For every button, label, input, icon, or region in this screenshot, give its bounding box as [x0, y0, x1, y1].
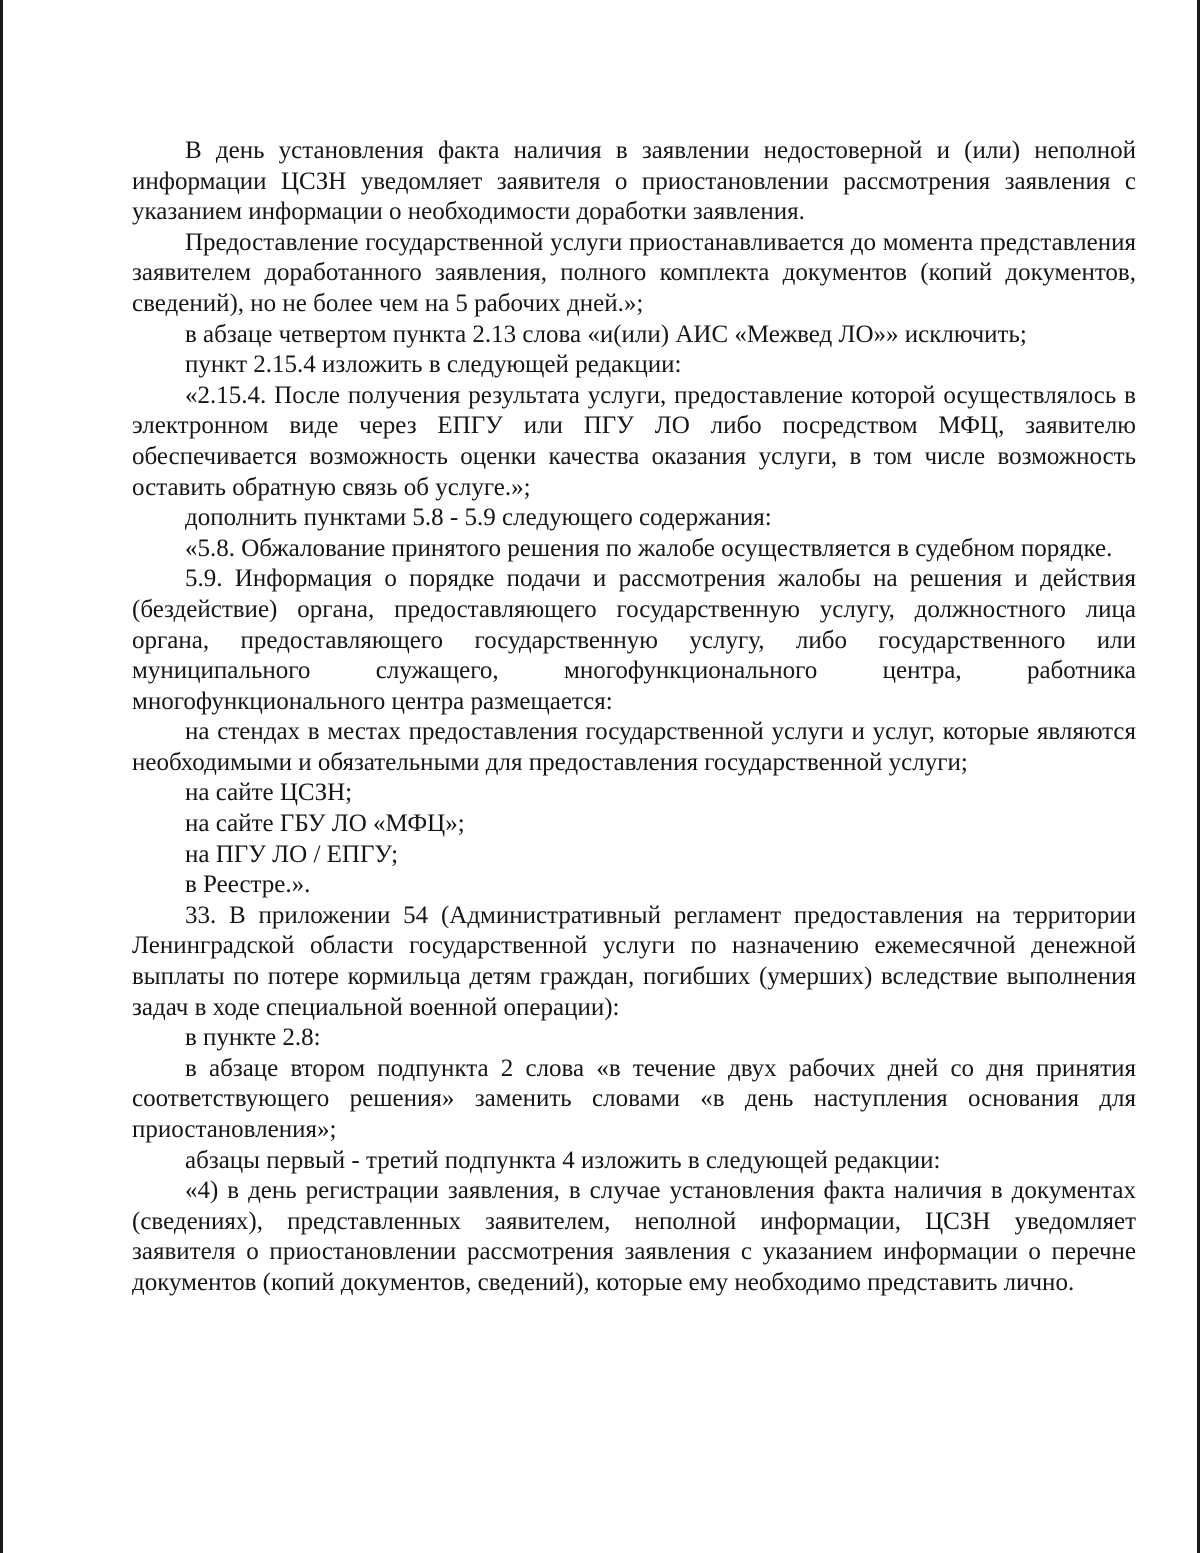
paragraph-item-5-9: 5.9. Информация о порядке подачи и рассмотрения жалобы на решения и действия (бездействие) органа, предоставляющего государственную услугу, должностного лица органа, предоставляющего государственную услугу, либо государственного или муниципального служащего, многофункционального центра, работника многофункционального центра размещается:	[132, 565, 1136, 715]
paragraph-subitem-4-intro: абзацы первый - третий подпункта 4 изложить в следующей редакции:	[185, 1146, 941, 1174]
paragraph-registry: в Реестре.».	[185, 871, 311, 899]
paragraph-item-2-15-4: «2.15.4. После получения результата услуги, предоставление которой осуществлялось в электронном виде через ЕПГУ или ПГУ ЛО либо посредством МФЦ, заявителю обеспечивается возможность оценки качества оказания услуги, в том числе возможность оставить обратную связь об услуге.»;	[132, 381, 1136, 501]
paragraph-item-2-8: в пункте 2.8:	[185, 1024, 321, 1052]
paragraph-subitem-4: «4) в день регистрации заявления, в случае установления факта наличия в документах (сведениях), представленных заявителем, неполной информации, ЦСЗН уведомляет заявителя о приостановлении рассмотрения заявления с указанием информации о перечне документов (копий документов, сведений), которые ему необходимо представить лично.	[132, 1177, 1136, 1296]
paragraph-suspension-period: Предоставление государственной услуги приостанавливается до момента представления заявителем доработанного заявления, полного комплекта документов (копий документов, сведений), но не более чем на 5 рабочих дней.»;	[132, 228, 1136, 317]
paragraph-mfc-site: на сайте ГБУ ЛО «МФЦ»;	[185, 810, 465, 838]
document-body	[132, 136, 1136, 1299]
paragraph-stands: на стендах в местах предоставления государственной услуги и услуг, которые являются необходимыми и обязательными для предоставления государственной услуги;	[132, 718, 1136, 776]
paragraph-item-2-13: в абзаце четвертом пункта 2.13 слова «и(или) АИС «Межвед ЛО»» исключить;	[185, 320, 1027, 348]
paragraph-add-5-8-5-9: дополнить пунктами 5.8 - 5.9 следующего содержания:	[185, 504, 772, 532]
paragraph-item-33: 33. В приложении 54 (Административный регламент предоставления на территории Ленинградской области государственной услуги по назначению ежемесячной денежной выплаты по потере кормильца детям граждан, погибших (умерших) вследствие выполнения задач в ходе специальной военной операции):	[132, 901, 1136, 1021]
paragraph-pgu-epgu: на ПГУ ЛО / ЕПГУ;	[185, 840, 399, 868]
paragraph-notice-incomplete-info: В день установления факта наличия в заявлении недостоверной и (или) неполной информации ЦСЗН уведомляет заявителя о приостановлении рассмотрения заявления с указанием информации о необходимости доработки заявления.	[132, 137, 1136, 226]
paragraph-cszn-site: на сайте ЦСЗН;	[185, 779, 353, 807]
paragraph-item-5-8: «5.8. Обжалование принятого решения по жалобе осуществляется в судебном порядке.	[185, 534, 1113, 562]
paragraph-item-2-15-4-intro: пункт 2.15.4 изложить в следующей редакции:	[185, 351, 682, 379]
paragraph-subitem-2: в абзаце втором подпункта 2 слова «в течение двух рабочих дней со дня принятия соответствующего решения» заменить словами «в день наступления основания для приостановления»;	[132, 1054, 1136, 1143]
